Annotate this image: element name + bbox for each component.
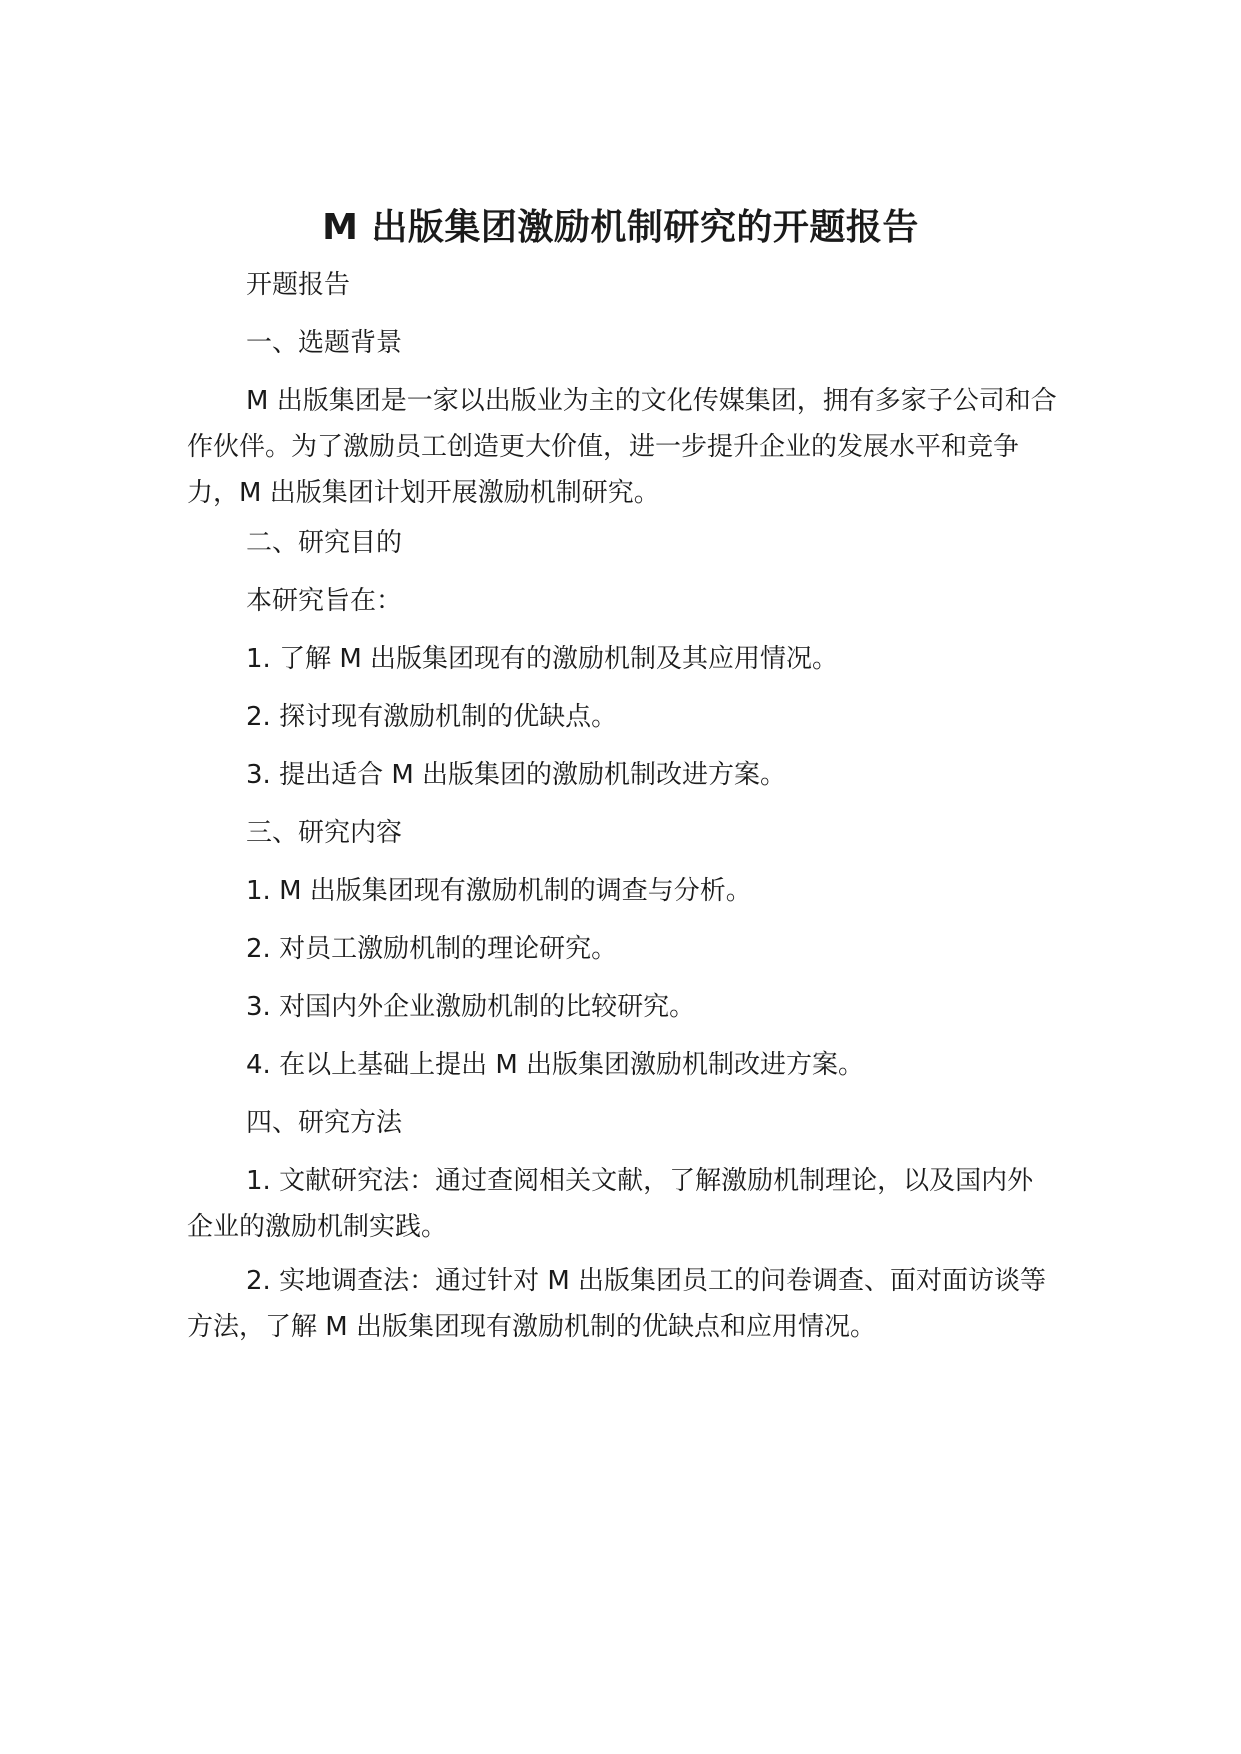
list-item-content-3: 3. 对国内外企业激励机制的比较研究。 [246,992,696,1022]
list-item-content-1: 1. M 出版集团现有激励机制的调查与分析。 [246,876,752,906]
document-title: M 出版集团激励机制研究的开题报告 [322,207,919,249]
section-heading-purpose: 二、研究目的 [246,528,403,558]
list-item-purpose-1: 1. 了解 M 出版集团现有的激励机制及其应用情况。 [246,644,839,674]
paragraph-background: M 出版集团是一家以出版业为主的文化传媒集团，拥有多家子公司和合作伙伴。为了激励员工创造更大价值，进一步提升企业的发展水平和竞争力，M 出版集团计划开展激励机制研究。 [187,386,1057,508]
section-heading-methods: 四、研究方法 [246,1108,403,1138]
paragraph-heading-report: 开题报告 [246,270,351,300]
section-heading-background: 一、选题背景 [246,328,403,358]
section-heading-content: 三、研究内容 [246,818,403,848]
list-item-method-2: 2. 实地调查法：通过针对 M 出版集团员工的问卷调查、面对面访谈等方法，了解 M 出版集团现有激励机制的优缺点和应用情况。 [187,1266,1047,1342]
paragraph-purpose-intro: 本研究旨在： [246,586,403,616]
list-item-content-4: 4. 在以上基础上提出 M 出版集团激励机制改进方案。 [246,1050,865,1080]
list-item-method-1: 1. 文献研究法：通过查阅相关文献，了解激励机制理论，以及国内外企业的激励机制实践。 [187,1166,1034,1242]
list-item-content-2: 2. 对员工激励机制的理论研究。 [246,934,618,964]
list-item-purpose-2: 2. 探讨现有激励机制的优缺点。 [246,702,618,732]
list-item-purpose-3: 3. 提出适合 M 出版集团的激励机制改进方案。 [246,760,787,790]
